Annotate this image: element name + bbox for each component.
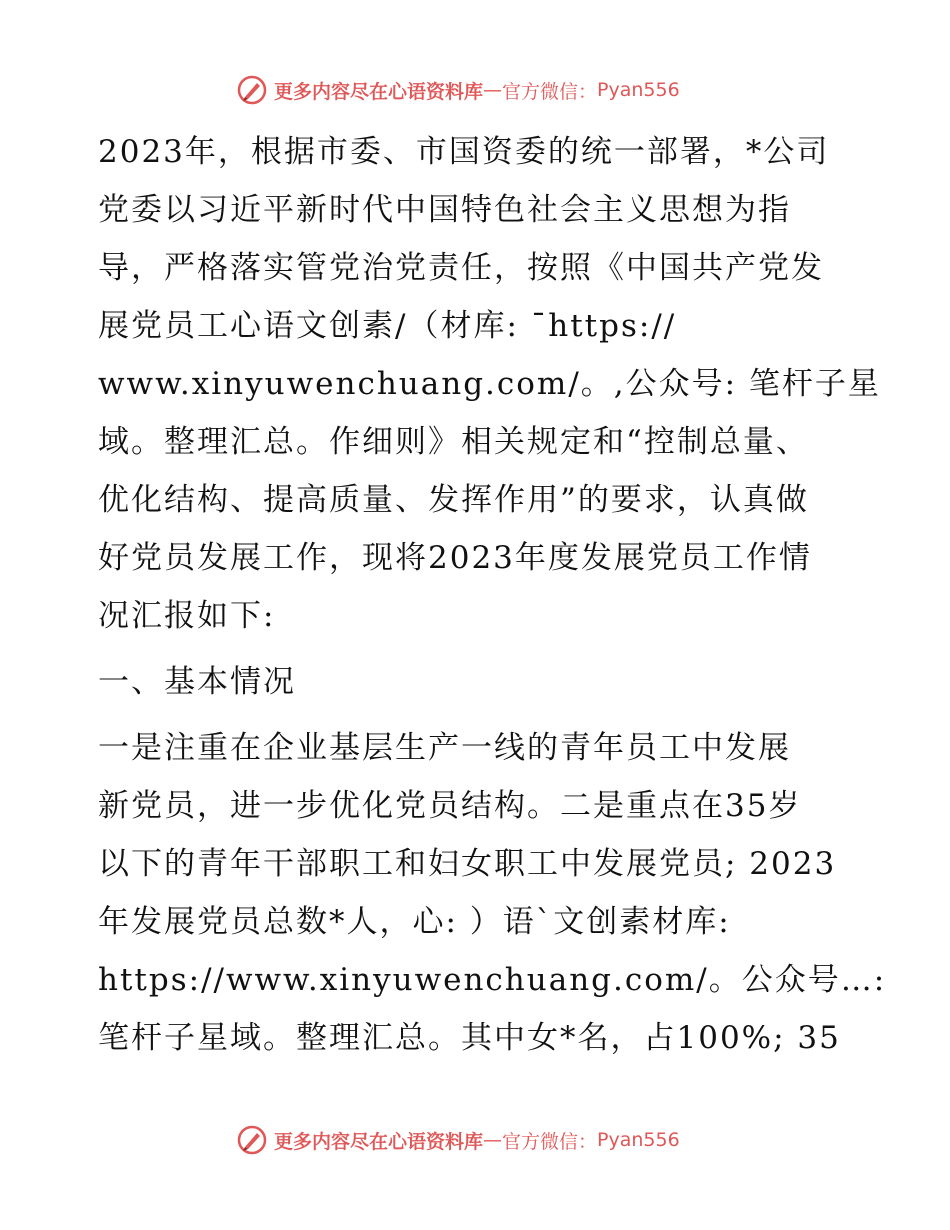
text-line: https://www.xinyuwenchuang.com/。公众号…: [98, 962, 887, 998]
paragraph-intro [98, 123, 881, 645]
text-line: 好党员发展工作，现将2023年度发展党员工作情 [98, 540, 812, 576]
banner-label: 官方微信： [502, 1130, 598, 1153]
banner-text: 更多内容尽在心语资料库 [274, 80, 484, 103]
banner-wechat-id: Pyan556 [597, 1129, 680, 1151]
header-banner [236, 73, 680, 107]
text-line: 以下的青年干部职工和妇女职工中发展党员; 2023 [98, 846, 837, 882]
text-line: 年发展党员总数*人，心: ）语`文创素材库: [98, 904, 731, 940]
pen-logo-icon [236, 1124, 268, 1156]
document-body [98, 123, 887, 1067]
text-line: 2023年，根据市委、市国资委的统一部署，*公司 [98, 134, 830, 170]
text-line: www.xinyuwenchuang.com/。,公众号: 笔杆子星 [98, 366, 881, 402]
banner-separator: — [483, 1129, 503, 1151]
section-heading: 一、基本情况 [98, 664, 296, 700]
pen-logo-icon [236, 74, 268, 106]
footer-banner [236, 1123, 680, 1157]
text-line: 党委以习近平新时代中国特色社会主义思想为指 [98, 192, 791, 228]
banner-wechat-id: Pyan556 [597, 79, 680, 101]
text-line: 展党员工心语文创素/（材库: ¯https:// [98, 308, 677, 344]
banner-text: 更多内容尽在心语资料库 [274, 1130, 484, 1153]
text-line: 新党员，进一步优化党员结构。二是重点在35岁 [98, 788, 802, 824]
text-line: 一是注重在企业基层生产一线的青年员工中发展 [98, 730, 791, 766]
text-line: 况汇报如下: [98, 598, 276, 634]
text-line: 域。整理汇总。作细则》相关规定和“控制总量、 [98, 424, 809, 460]
text-line: 导，严格落实管党治党责任，按照《中国共产党发 [98, 250, 824, 286]
banner-separator: — [483, 79, 503, 101]
banner-label: 官方微信： [502, 80, 598, 103]
text-line: 优化结构、提高质量、发挥作用”的要求，认真做 [98, 482, 809, 518]
text-line: 笔杆子星域。整理汇总。其中女*名，占100%; 35 [98, 1020, 841, 1056]
paragraph-basic-situation [98, 719, 887, 1067]
